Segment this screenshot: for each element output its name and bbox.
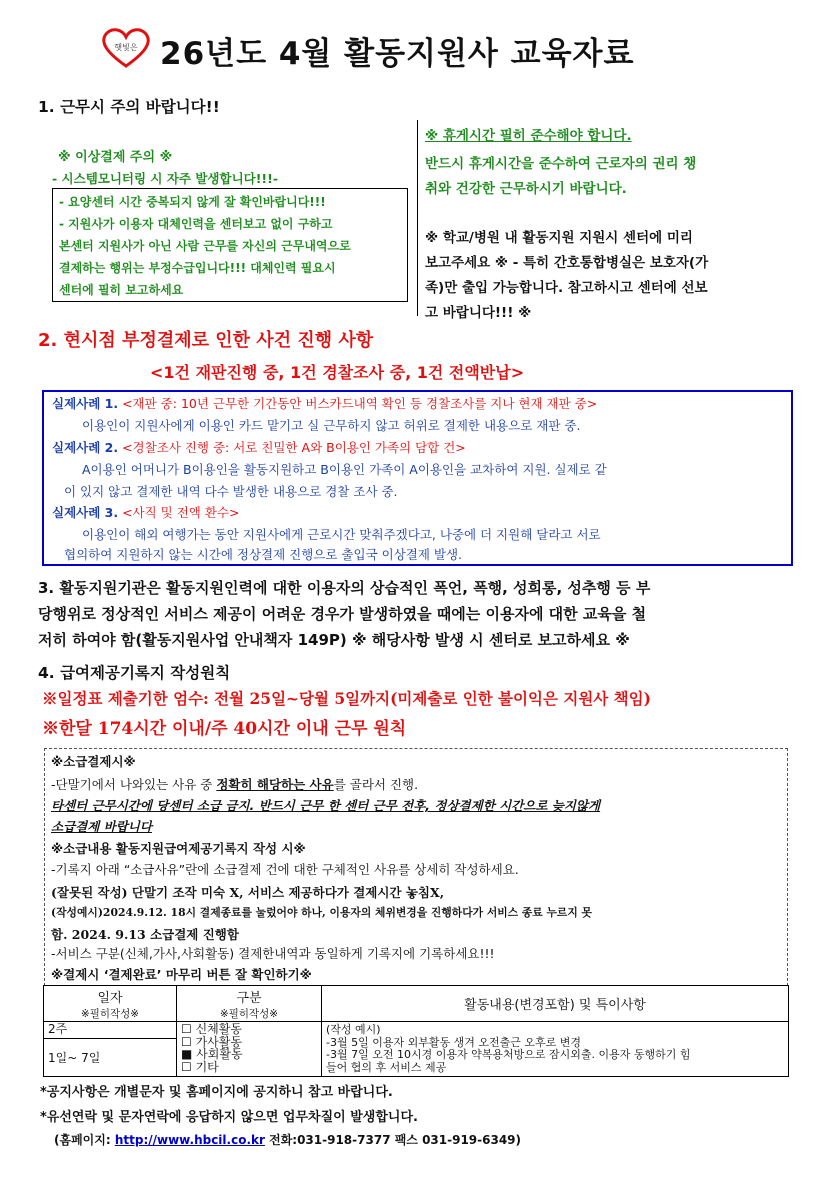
section2-subheading: <1건 재판진행 중, 1건 경찰조사 중, 1건 전액반납>	[150, 363, 525, 382]
notice-service-line: -서비스 구분(신체,가사,사회활동) 결제한내역과 동일하게 기록지에 기록하세요!!!	[51, 946, 495, 961]
record-table	[43, 985, 789, 1077]
cases-box	[42, 390, 793, 566]
footer-note2: *유선연락 및 문자연락에 응답하지 않으면 업무차질이 발생합니다.	[40, 1110, 418, 1125]
content-line: (작성 예시)	[326, 1023, 381, 1036]
section1-heading: 1. 근무시 주의 바랍니다!!	[38, 98, 220, 116]
caution-sub: - 시스템모니터링 시 자주 발생합니다!!!-	[52, 171, 279, 186]
notice-title: ※소급결제시※	[51, 754, 136, 769]
case-3-line: 협의하여 지원하지 않는 시간에 정상결제 진행으로 출입국 이상결제 발생.	[64, 547, 463, 562]
category-other	[181, 1061, 317, 1074]
header-date-label: 일자	[97, 990, 123, 1006]
case-3-header	[52, 503, 239, 521]
caution-line: 결제하는 행위는 부정수급입니다!!! 대체인력 필요시	[59, 261, 336, 275]
footer-note1: *공지사항은 개별문자 및 홈페이지에 공지하니 참고 바랍니다.	[40, 1085, 393, 1100]
days-cell: 1일~ 7일	[44, 1039, 177, 1077]
page-title: 26년도 4월 활동지원사 교육자료	[160, 36, 635, 72]
rest-title: ※ 휴게시간 필히 준수해야 합니다.	[425, 128, 632, 144]
caution-line: - 지원사가 이용자 대체인력을 센터보고 없이 구하고	[59, 217, 333, 231]
header-category-note: ※필히작성※	[219, 1007, 279, 1020]
caution-line: 센터에 필히 보고하세요	[59, 283, 184, 297]
section2-heading: 2. 현시점 부정결제로 인한 사건 진행 사항	[38, 330, 374, 351]
homepage-label: (홈페이지:	[54, 1133, 115, 1147]
section3-line: 당행위로 정상적인 서비스 제공이 어려운 경우가 발생하였을 때에는 이용자에 대한 교육을 철	[38, 605, 647, 623]
notice-line1-pre: -단말기에서 나와있는 사유 중	[51, 777, 217, 792]
caution-line: - 요양센터 시간 중복되지 않게 잘 확인바랍니다!!!	[59, 195, 326, 209]
content-line: 들어 협의 후 서비스 제공	[326, 1060, 447, 1074]
checkbox-icon: ☐	[181, 1034, 192, 1049]
checkbox-checked-icon: ■	[181, 1047, 193, 1061]
school-line: 고 바랍니다!!! ※	[425, 305, 532, 321]
caution-line: 본센터 지원사가 아닌 사람 근무를 자신의 근무내역으로	[59, 239, 351, 253]
header-content: 활동내용(변경포함) 및 특이사항	[322, 986, 789, 1022]
notice-warn1: 타센터 근무시간에 당센터 소급 금지. 반드시 근무 한 센터 근무 전후, 정상결제한 시간으로 늦지않게	[51, 798, 601, 813]
notice-sub-title: ※소급내용 활동지원급여제공기록지 작성 시※	[51, 841, 306, 856]
category-label: 가사활동	[195, 1034, 242, 1049]
header-date	[44, 986, 177, 1022]
contact-info: 전화:031-918-7377 팩스 031-919-6349)	[264, 1133, 522, 1147]
case-1-line: 이용인이 지원사에게 이용인 카드 맡기고 실 근무하지 않고 허위로 결제한 내용으로 재판 중.	[82, 418, 581, 433]
rest-line: 반드시 휴게시간을 준수하여 근로자의 권리 챙	[425, 156, 697, 172]
checkbox-icon: ☐	[181, 1059, 192, 1074]
logo-text: 햇빛은	[114, 43, 138, 52]
section3-line: 저히 하여야 함(활동지원사업 안내책자 149P) ※ 해당사항 발생 시 센터로 보고하세요 ※	[38, 631, 630, 649]
heart-icon	[98, 26, 154, 70]
checkbox-icon: ☐	[181, 1022, 192, 1036]
case-2-label: 실제사례 2.	[52, 440, 119, 455]
retro-payment-notice	[44, 748, 788, 986]
school-line: 보고주세요 ※ - 특히 간호통합병실은 보호자(가	[425, 255, 709, 271]
header-category	[177, 986, 322, 1022]
case-2-header	[52, 438, 466, 456]
caution-box	[52, 188, 408, 302]
case-3-label: 실제사례 3.	[52, 505, 119, 520]
category-label: 기타	[195, 1059, 219, 1074]
school-line: 족)만 출입 가능합니다. 참고하시고 센터에 선보	[425, 280, 708, 296]
case-1-summary: <재판 중: 10년 근무한 기간동안 버스카드내역 확인 등 경찰조사를 지나 현재 재판 중>	[118, 396, 598, 411]
content-line: -3월 7일 오전 10시경 이용자 약복용처방으로 잠시외출. 이용자 동행하기 힘	[326, 1048, 691, 1061]
section3-line: 3. 활동지원기관은 활동지원인력에 대한 이용자의 상습적인 폭언, 폭행, 성희롱, 성추행 등 부	[38, 579, 651, 597]
rule-deadline: ※일정표 제출기한 엄수: 전월 25일~당월 5일까지(미제출로 인한 불이익은 지원사 책임)	[42, 689, 651, 708]
case-2-line: 이 있지 않고 결제한 내역 다수 발생한 내용으로 경찰 조사 중.	[64, 484, 398, 499]
case-2-summary: <경찰조사 진행 중: 서로 친밀한 A와 B이용인 가족의 담합 건>	[118, 440, 466, 455]
notice-example: 함. 2024. 9.13 소급결제 진행함	[51, 927, 239, 942]
case-3-summary: <사직 및 전액 환수>	[118, 505, 240, 520]
notice-warn2: 소급결제 바랍니다	[51, 819, 152, 834]
category-label: 사회활동	[196, 1047, 243, 1061]
notice-example: (작성예시)2024.9.12. 18시 결제종료를 눌렀어야 하나, 이용자의 체위변경을 진행하다가 서비스 종료 누르지 못	[51, 906, 592, 919]
notice-finish: ※결제시 ‘결제완료’ 마무리 버튼 잘 확인하기※	[51, 967, 312, 982]
header-category-label: 구분	[236, 990, 262, 1006]
school-line: ※ 학교/병원 내 활동지원 지원시 센터에 미리	[425, 230, 693, 246]
notice-example: (잘못된 작성) 단말기 조작 미숙 X, 서비스 제공하다가 결제시간 놓침X,	[51, 885, 445, 900]
rule-hours: ※한달 174시간 이내/주 40시간 이내 근무 원칙	[42, 719, 407, 739]
case-2-line: A이용인 어머니가 B이용인을 활동지원하고 B이용인 가족이 A이용인을 교차하여 지원. 실제로 같	[82, 462, 607, 477]
case-1-label: 실제사례 1.	[52, 396, 119, 411]
caution-title: ※ 이상결제 주의 ※	[58, 150, 173, 165]
homepage-link[interactable]: http://www.hbcil.co.kr	[114, 1133, 265, 1147]
content-line: -3월 5일 이용자 외부활동 생겨 오전출근 오후로 변경	[326, 1035, 581, 1049]
footer-contact	[54, 1131, 521, 1148]
notice-line1-bold: 정확히 해당하는 사유	[216, 777, 334, 792]
notice-sub-line: -기록지 아래 “소급사유”란에 소급결제 건에 대한 구체적인 사유를 상세히 작성하세요.	[51, 862, 519, 877]
rest-line: 취와 건강한 근무하시기 바랍니다.	[425, 181, 627, 197]
column-divider	[417, 120, 418, 316]
heart-logo	[98, 26, 154, 70]
case-3-line: 이용인이 해외 여행가는 동안 지원사에게 근로시간 맞춰주겠다고, 나중에 더 지원해 달라고 서로	[82, 527, 601, 542]
section4-heading: 4. 급여제공기록지 작성원칙	[38, 664, 231, 682]
category-cell	[177, 1022, 322, 1077]
header-date-note: ※필히작성※	[80, 1007, 140, 1020]
week-cell: 2주	[44, 1022, 177, 1039]
content-cell	[322, 1022, 789, 1077]
notice-line1-post: 를 골라서 진행.	[333, 777, 419, 792]
case-1-header	[52, 394, 597, 412]
notice-line1	[51, 775, 418, 793]
category-label: 신체활동	[195, 1022, 242, 1036]
